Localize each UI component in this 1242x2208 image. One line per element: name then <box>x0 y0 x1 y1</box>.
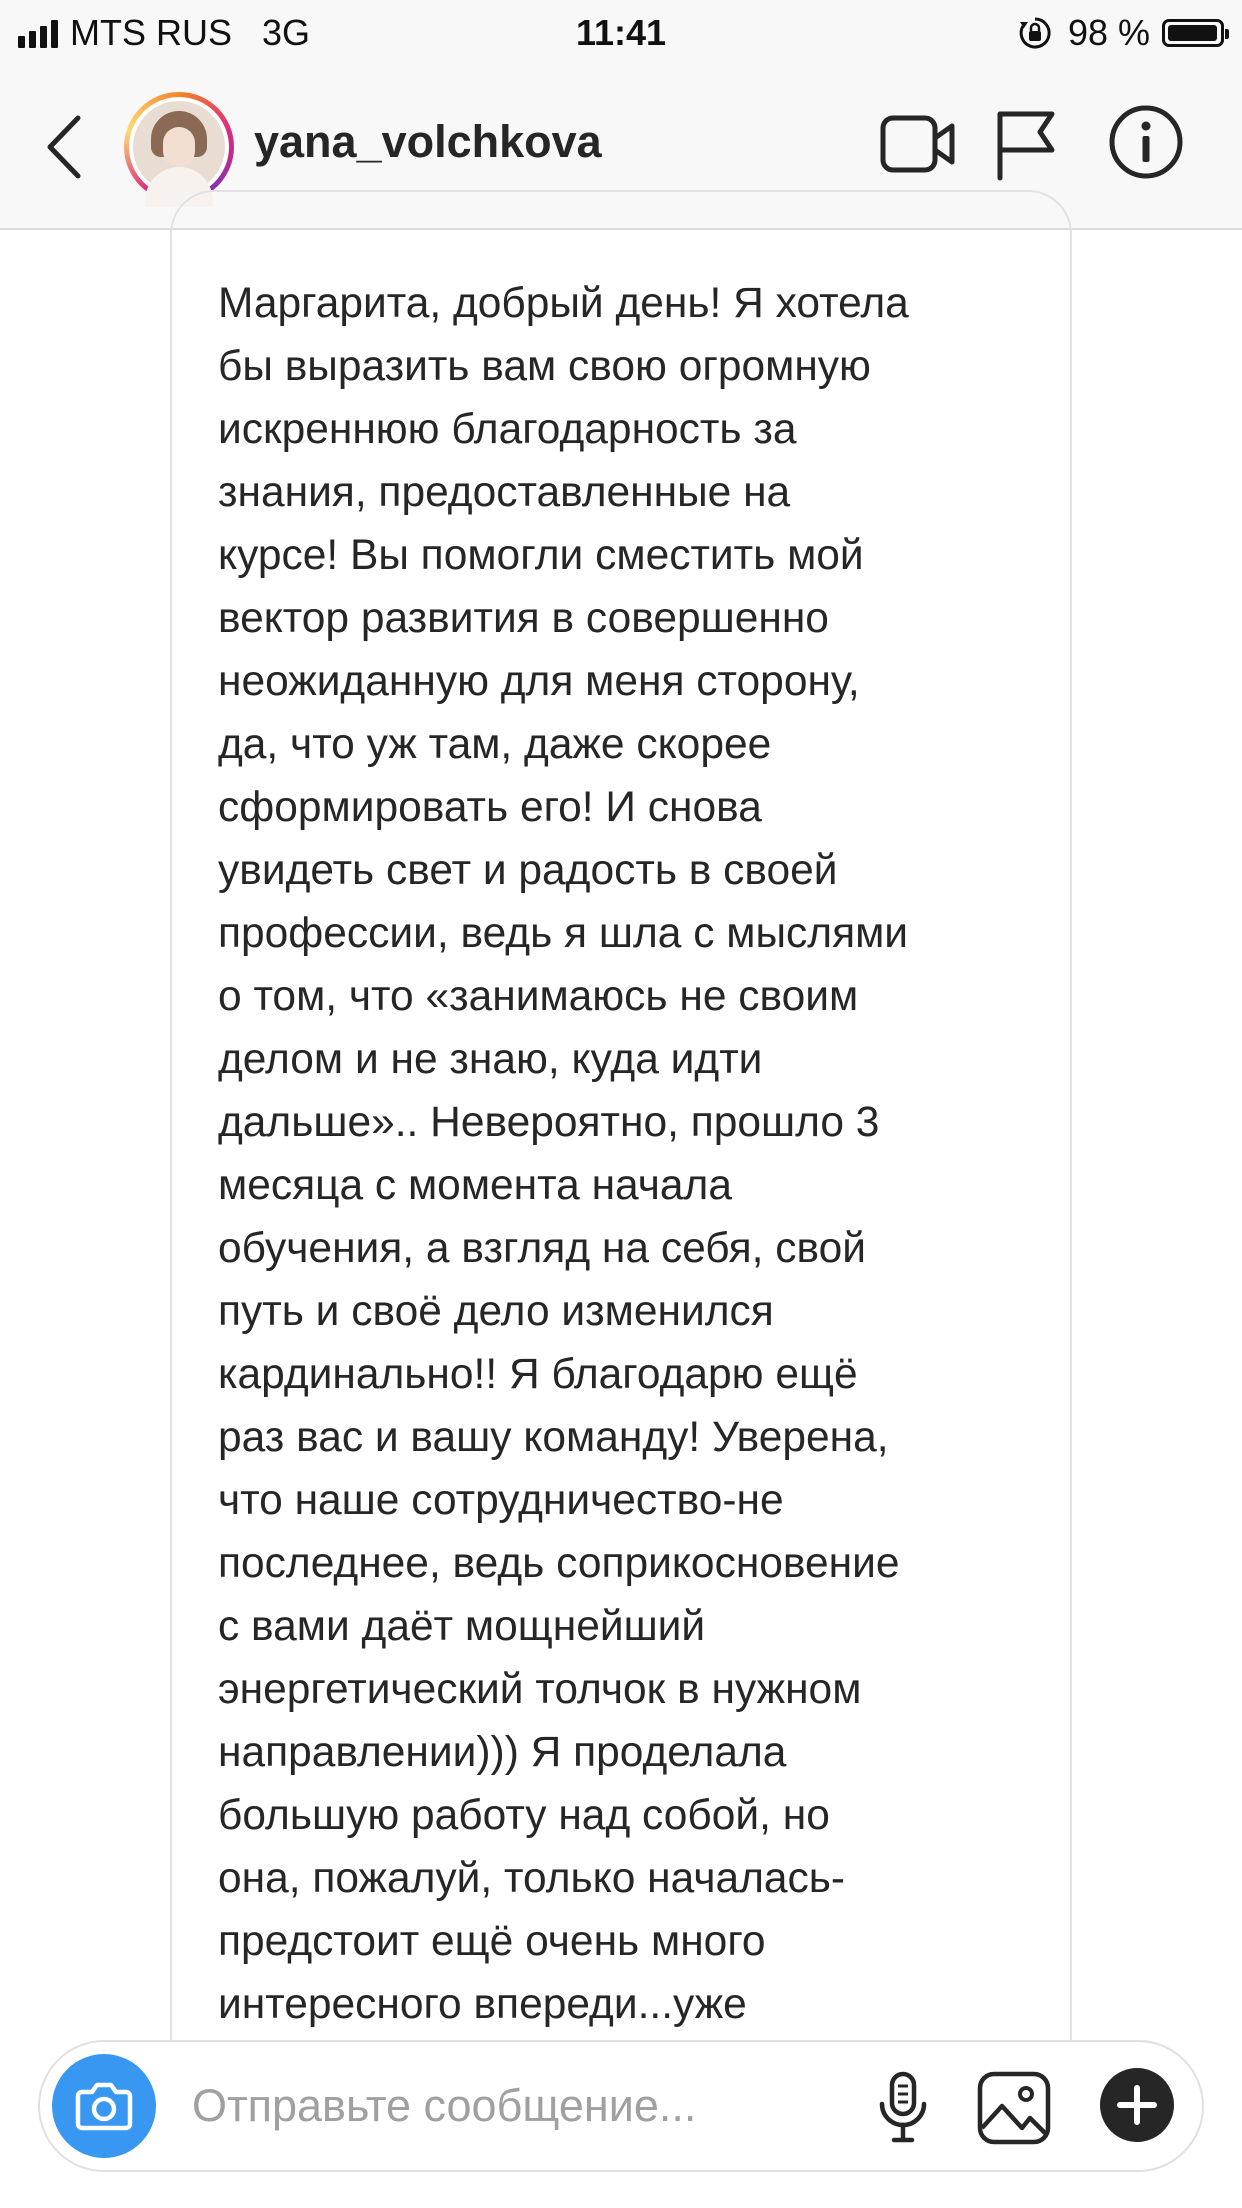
avatar-face <box>163 127 195 167</box>
gallery-icon[interactable] <box>976 2070 1052 2146</box>
status-time: 11:41 <box>575 12 667 53</box>
video-call-icon[interactable] <box>880 112 956 176</box>
plus-icon <box>1100 2068 1174 2142</box>
avatar-photo <box>133 101 225 193</box>
carrier-name: MTS RUS <box>70 12 232 53</box>
chat-username[interactable]: yana_volchkova <box>254 116 602 167</box>
battery-fill <box>1168 25 1217 41</box>
microphone-icon[interactable] <box>870 2070 936 2146</box>
camera-icon <box>52 2054 156 2158</box>
status-right <box>1018 12 1224 54</box>
status-bar <box>0 0 1242 62</box>
network-type: 3G <box>262 12 311 53</box>
message-input[interactable] <box>192 2074 792 2138</box>
battery-percent: 98 % <box>1067 12 1150 53</box>
back-chevron-icon[interactable] <box>40 112 90 182</box>
flag-icon[interactable] <box>994 108 1058 180</box>
plus-button[interactable] <box>1100 2068 1174 2142</box>
message-bubble[interactable] <box>170 190 1072 2090</box>
message-text: Маргарита, добрый день! Я хотела бы выразить вам свою огромную искреннюю благодарность за знания, предоставленные на курсе! Вы помогли сместить мой вектор развития в совершенно неожиданную для меня сторону, да, что уж там, даже скорее сформировать его! И снова увидеть свет и радость в своей профессии, ведь я шла с мыслями о том, что «занимаюсь не своим делом и не знаю, куда идти дальше».. Невероятно, прошло 3 месяца с момента начала обучения, а взгляд на себя, свой путь и своё дело изменился кардинально!! Я благодарю ещё раз вас и вашу команду! Уверена, что наше сотрудничество-не последнее, ведь соприкосновение с вами даёт мощнейший энергетический толчок в нужном направлении))) Я проделала большую работу над собой, но она, пожалуй, только началась- предстоит ещё очень много интересного впереди...уже <box>218 280 909 2028</box>
avatar[interactable] <box>124 92 234 202</box>
rotation-lock-icon <box>1018 16 1052 50</box>
info-icon[interactable] <box>1108 104 1184 180</box>
battery-icon <box>1162 19 1224 47</box>
message-thread[interactable] <box>0 230 1242 2028</box>
message-composer <box>38 2040 1204 2172</box>
camera-button[interactable] <box>52 2054 156 2158</box>
avatar-frame <box>129 97 229 197</box>
